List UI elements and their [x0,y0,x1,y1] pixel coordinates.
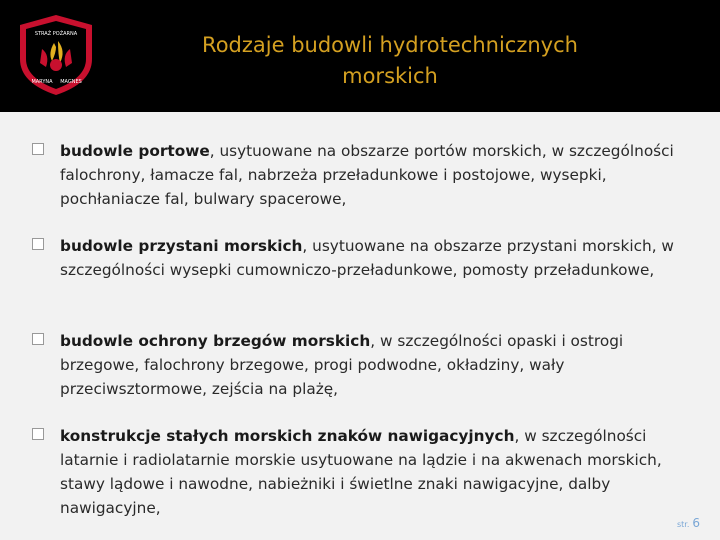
slide-title [120,30,660,92]
logo-text-top: STRAŻ POŻARNA [34,31,78,37]
slide-title-line-2: morskich [342,64,438,88]
page-number-label: str. [676,520,690,529]
page-number [677,516,700,530]
bullet-item [32,329,707,401]
bullet-square-icon [32,428,44,440]
bullet-bold-text: budowle przystani morskich [60,237,303,255]
bullet-text: , usytuowane na obszarze przystani morskich, w szczególności wysepki cumowniczo-przeładunkowe, pomosty przeładunkowe, [60,237,674,279]
slide-title-line-1: Rodzaje budowli hydrotechnicznych [202,33,578,57]
bullet-square-icon [32,143,44,155]
bullet-bold-text: budowle ochrony brzegów morskich [60,332,371,350]
bullet-square-icon [32,238,44,250]
bullet-text: , usytuowane na obszarze portów morskich, w szczególności falochrony, łamacze fal, nabrzeża przeładunkowe i postojowe, wysepki, pochłaniacze fal, bulwary spacerowe, [60,142,674,208]
bullet-item [32,139,707,211]
bullet-square-icon [32,333,44,345]
fire-brigade-logo-icon [16,13,96,97]
logo-text-right: MAGNES [60,79,82,85]
bullet-text: , w szczególności opaski i ostrogi brzegowe, falochrony brzegowe, progi podwodne, okładziny, wały przeciwsztormowe, zejścia na plażę, [60,332,624,398]
slide-header [0,0,720,112]
page-number-value: 6 [692,516,700,530]
bullet-text: , w szczególności latarnie i radiolatarnie morskie usytuowane na lądzie i na akwenach morskich, stawy lądowe i nawodne, nabieżniki i świetlne znaki nawigacyjne, dalby nawigacyjne, [60,427,662,517]
logo-text-left: MARYNA [31,79,53,85]
bullet-bold-text: konstrukcje stałych morskich znaków nawigacyjnych [60,427,515,445]
bullet-bold-text: budowle portowe [60,142,210,160]
slide-content [0,112,720,540]
bullet-item [32,234,707,282]
bullet-item [32,424,707,520]
